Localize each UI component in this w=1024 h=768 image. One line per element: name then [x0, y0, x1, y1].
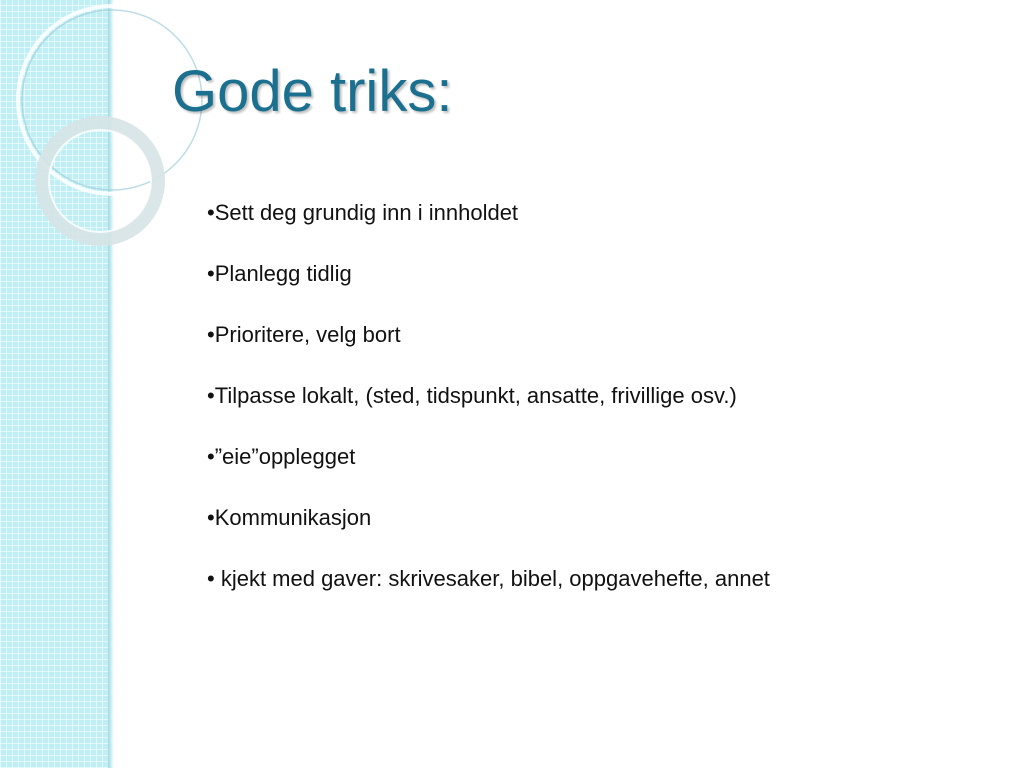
- list-item: •”eie”opplegget: [207, 444, 356, 469]
- list-item: •Tilpasse lokalt, (sted, tidspunkt, ansatte, frivillige osv.): [207, 383, 737, 408]
- list-item: • kjekt med gaver: skrivesaker, bibel, oppgavehefte, annet: [207, 566, 770, 591]
- list-item: •Kommunikasjon: [207, 505, 372, 530]
- bullet-list: [207, 198, 777, 625]
- small-ring-shape: [42, 123, 158, 239]
- list-item: •Sett deg grundig inn i innholdet: [207, 200, 519, 225]
- list-item: •Prioritere, velg bort: [207, 322, 401, 347]
- decorative-rings: [0, 0, 130, 300]
- slide-title: Gode triks:: [172, 59, 453, 124]
- list-item: •Planlegg tidlig: [207, 261, 352, 286]
